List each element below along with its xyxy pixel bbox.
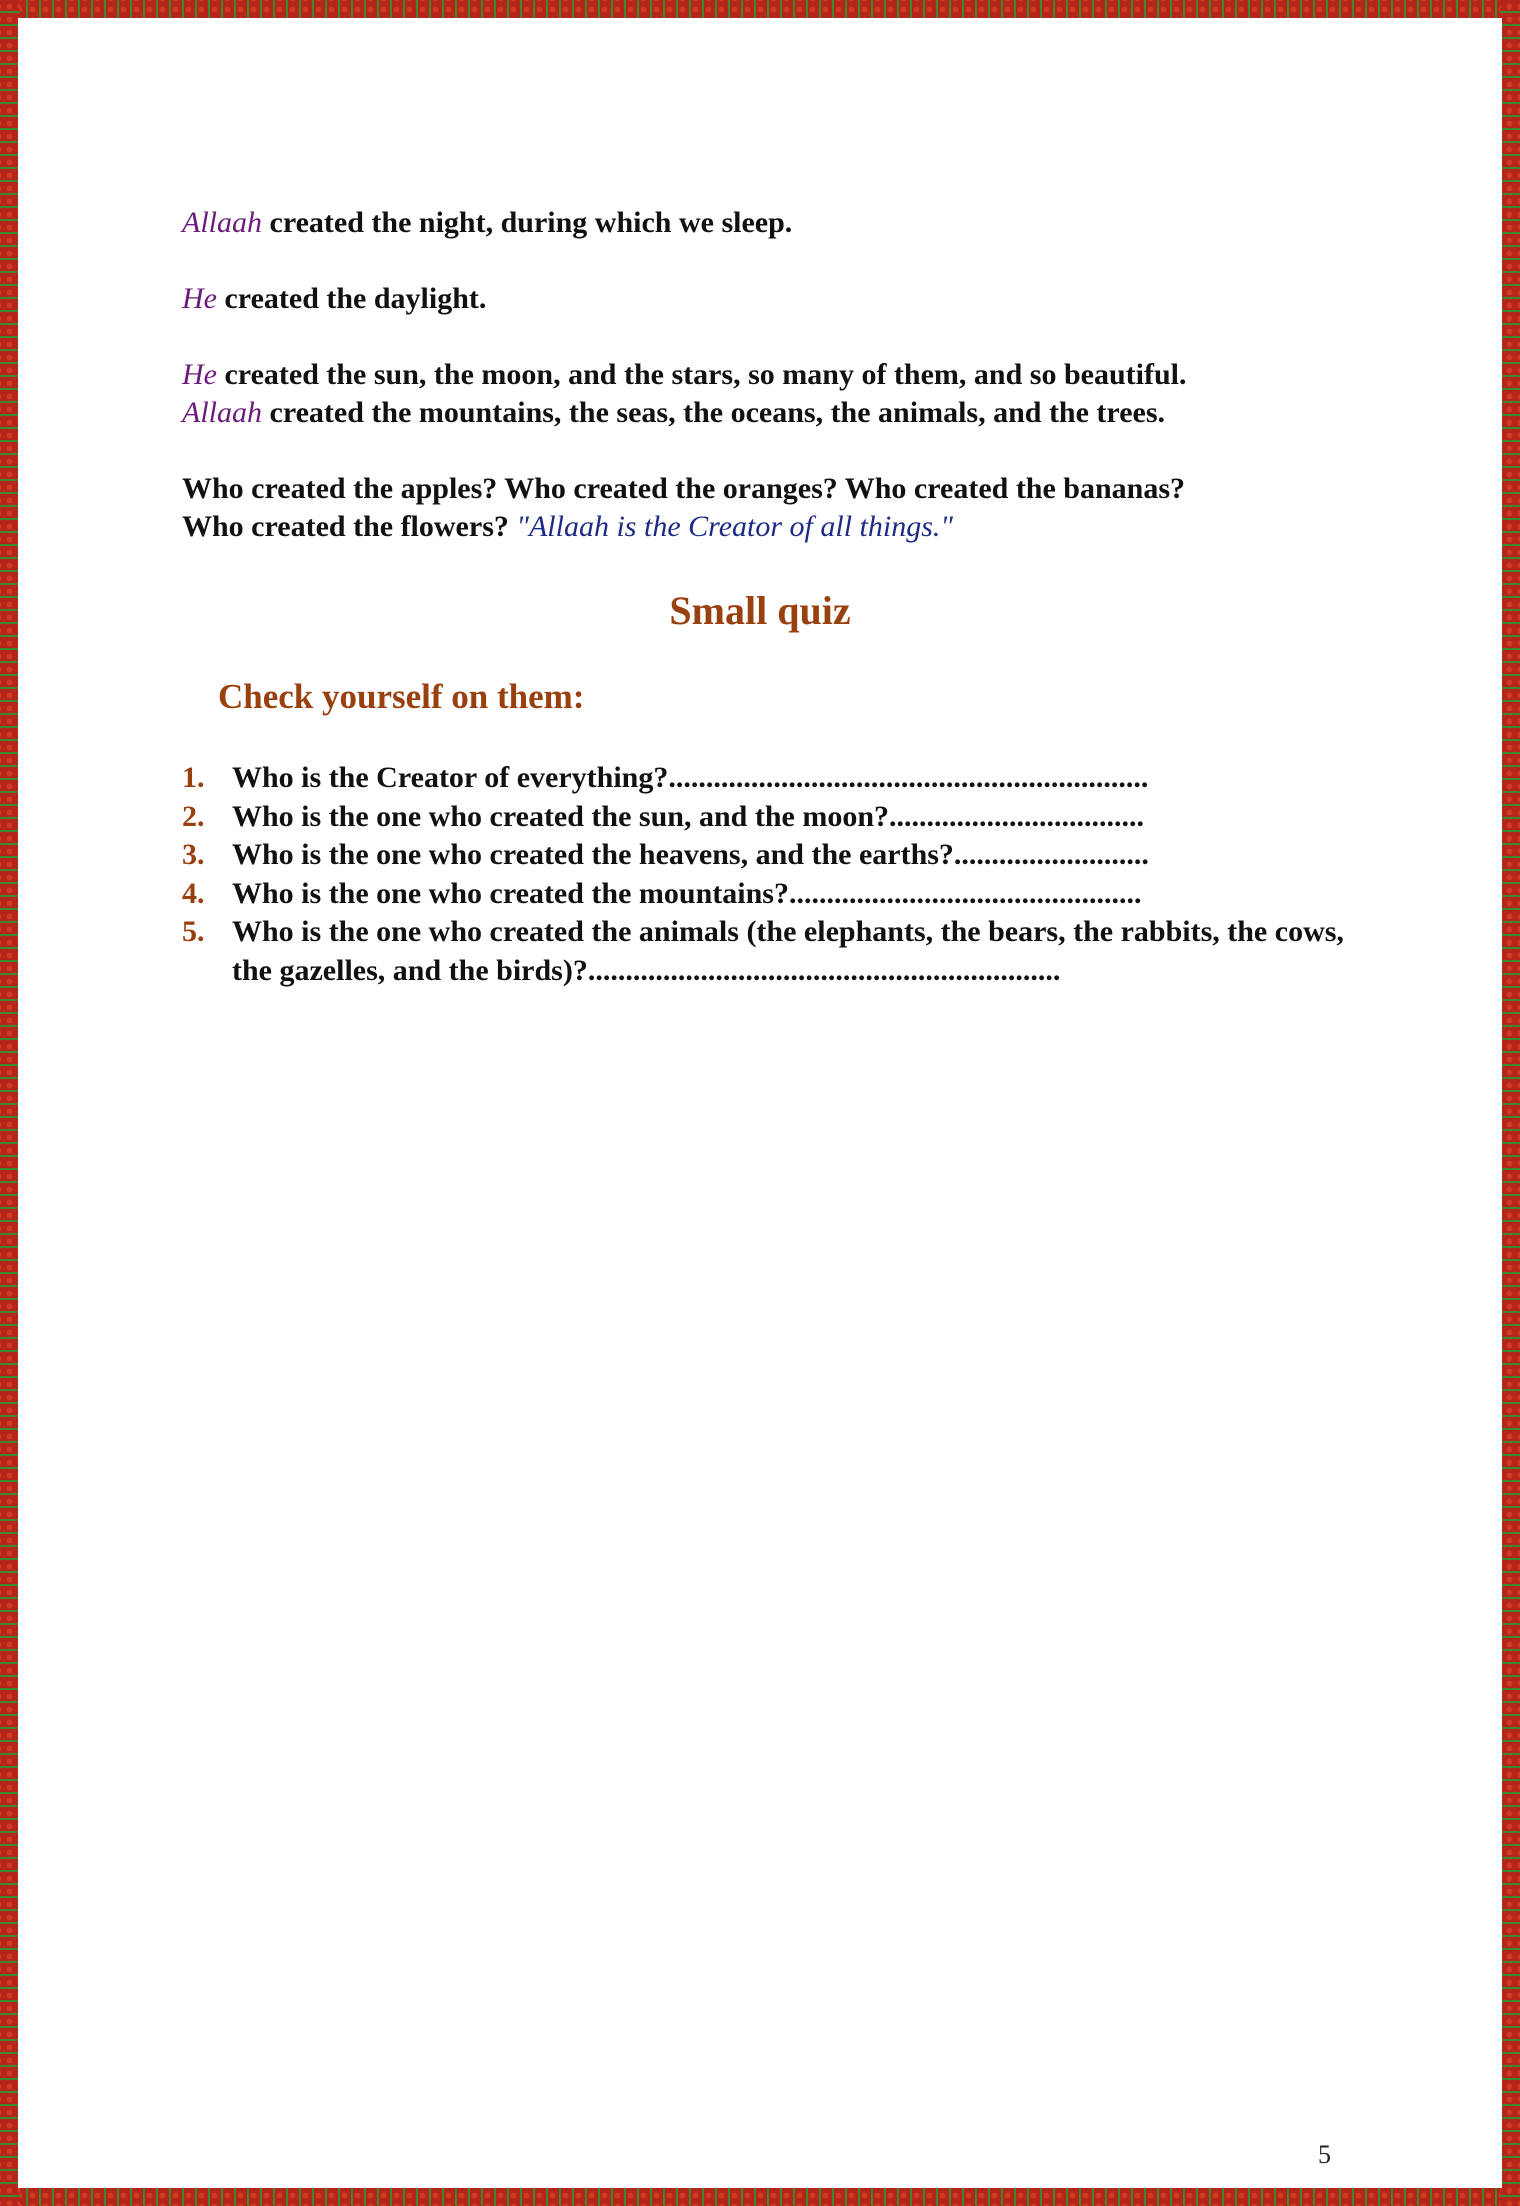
quiz-question-1 [182,759,1382,798]
intro-line-6-text: Who created the flowers? [182,510,517,543]
intro-line-3-text: created the sun, the moon, and the stars, so many of them, and so beautiful. [216,358,1187,391]
question-text: Who is the one who created the mountains?............................................... [232,876,1142,910]
question-text: Who is the one who created the sun, and the moon?.................................. [232,799,1144,833]
intro-line-1-text: created the night, during which we sleep. [262,206,793,239]
question-text: Who is the Creator of everything?................................................................ [232,761,1149,794]
intro-line-4 [182,394,1362,432]
quiz-question-5 [182,913,1382,990]
divine-name: He [182,282,217,315]
intro-line-6 [182,508,1362,546]
divine-name: Allaah [182,206,262,239]
question-number: 2. [182,799,205,833]
intro-line-3 [182,356,1362,394]
quiz-question-list [182,759,1382,990]
intro-line-1 [182,204,1362,242]
question-text: Who is the one who created the animals (the elephants, the bears, the rabbits, the cows, the gazelles, and the birds)?............................................................... [232,915,1344,987]
question-number: 4. [182,876,205,910]
intro-line-4-text: created the mountains, the seas, the oceans, the animals, and the trees. [262,396,1166,429]
intro-line-5-text: Who created the apples? Who created the oranges? Who created the bananas? [182,472,1186,505]
intro-line-5 [182,470,1362,508]
decorative-border-bottom [0,2186,1520,2206]
quiz-title: Small quiz [669,588,851,633]
quiz-question-4 [182,875,1382,914]
decorative-border-left [0,0,20,2206]
quiz-question-3 [182,836,1382,875]
page-number: 5 [1318,2140,1331,2169]
decorative-border-top [0,0,1520,20]
question-number: 3. [182,838,205,871]
quiz-question-2 [182,798,1382,837]
decorative-border-right [1500,0,1520,2206]
question-text: Who is the one who created the heavens, and the earths?.......................... [232,838,1149,871]
quiz-heading: Check yourself on them: [218,677,585,716]
divine-name: Allaah [182,396,262,429]
question-number: 1. [182,761,205,794]
question-number: 5. [182,915,205,948]
intro-line-2 [182,280,1362,318]
intro-text [182,204,1362,546]
intro-line-2-text: created the daylight. [216,282,487,315]
divine-name: He [182,358,217,391]
creator-quote: "Allaah is the Creator of all things." [516,510,953,543]
